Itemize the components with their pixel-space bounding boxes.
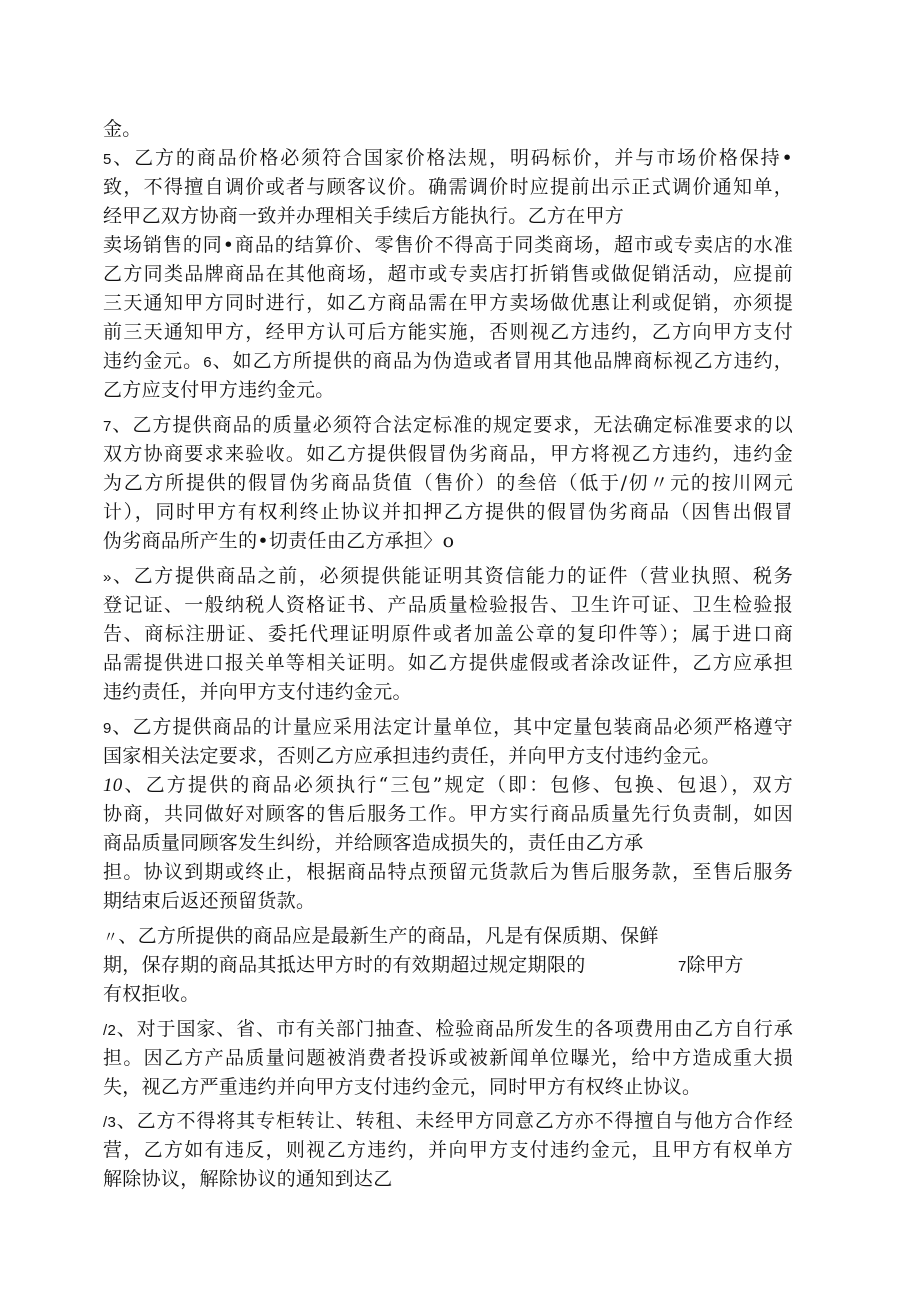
line-text: 违约金元。 — [103, 350, 204, 372]
text-line — [103, 888, 315, 914]
text-line — [103, 348, 793, 376]
line-text: 有权拒收。 — [103, 983, 200, 1005]
text-line — [103, 650, 793, 676]
text-line — [103, 592, 793, 618]
line-text: 伪劣商品所产生的•切责任由乙方承担〉o — [103, 530, 455, 552]
text-line-tail — [678, 952, 743, 980]
line-text: 前三天通知甲方，经甲方认可后方能实施，否则视乙方违约，乙方向甲方支付 — [103, 321, 793, 343]
line-text: 品需提供进口报关单等相关证明。如乙方提供虚假或者涂改证件，乙方应承担 — [103, 652, 793, 674]
text-line — [103, 1166, 393, 1192]
line-text: 、乙方的商品价格必须符合国家价格法规，明码标价，并与市场价格保持• — [111, 147, 793, 169]
clause-number: 7 — [678, 958, 687, 975]
line-text: 金。 — [103, 118, 142, 140]
text-line — [103, 412, 793, 440]
text-line — [103, 1045, 793, 1071]
clause-number: 7 — [103, 418, 112, 435]
line-text: 致，不得擅自调价或者与顾客议价。确需调价时应提前出示正式调价通知单， — [103, 176, 793, 198]
line-text: 国家相关法定要求，否则乙方应承担违约责任，并向甲方支付违约金元。 — [103, 745, 721, 767]
line-text: 、对于国家、省、市有关部门抽查、检验商品所发生的各项费用由乙方自行承 — [116, 1018, 793, 1040]
text-line — [103, 528, 454, 554]
line-text: 担。协议到期或终止，根据商品特点预留元货款后为售后服务款，至售后服务 — [103, 861, 793, 883]
text-line — [103, 830, 643, 856]
text-line — [103, 981, 200, 1007]
text-line — [103, 923, 659, 951]
text-line — [103, 441, 793, 467]
text-line — [103, 116, 142, 142]
line-text: 、乙方提供商品的计量应采用法定计量单位，其中定量包装商品必须严格遵守 — [111, 716, 793, 738]
text-line — [103, 377, 335, 403]
line-text: 期，保存期的商品其抵达甲方时的有效期超过规定期限的 — [103, 954, 586, 976]
clause-number: 10 — [103, 775, 123, 796]
text-line — [103, 679, 412, 705]
line-text: 违约责任，并向甲方支付违约金元。 — [103, 681, 412, 703]
text-line — [103, 1108, 793, 1136]
clause-number: /3 — [103, 1114, 117, 1131]
line-text: 、乙方不得将其专柜转让、转租、未经甲方同意乙方亦不得擅自与他方合作经 — [116, 1110, 793, 1132]
text-line — [103, 290, 793, 316]
line-text: 、乙方提供商品的质量必须符合法定标准的规定要求，无法确定标准要求的以 — [111, 414, 793, 436]
text-line — [103, 174, 793, 200]
line-text: 告、商标注册证、委托代理证明原件或者加盖公章的复印件等）；属于进口商 — [103, 623, 793, 645]
text-line — [103, 145, 793, 173]
line-text: 乙方应支付甲方违约金元。 — [103, 379, 335, 401]
line-text: 担。因乙方产品质量问题被消费者投诉或被新闻单位曝光，给中方造成重大损 — [103, 1047, 793, 1069]
line-text: 计），同时甲方有权利终止协议并扣押乙方提供的假冒伪劣商品（因售出假冒 — [103, 501, 793, 523]
clause-number: » — [103, 569, 112, 586]
text-line — [103, 952, 586, 978]
text-line — [103, 801, 793, 827]
line-text: 协商，共同做好对顾客的售后服务工作。甲方实行商品质量先行负责制，如因 — [103, 803, 793, 825]
line-text: 期结束后返还预留货款。 — [103, 890, 316, 912]
text-line — [103, 261, 793, 287]
text-line — [103, 1074, 701, 1100]
text-line — [103, 1137, 793, 1163]
text-line — [103, 859, 793, 885]
clause-number: 9 — [103, 720, 112, 737]
line-text: 营，乙方如有违反，则视乙方违约，并向甲方支付违约金元，且甲方有权单方 — [103, 1139, 793, 1161]
line-text: 为乙方所提供的假冒伪劣商品货值（售价）的叁倍（低于/仞〃元的按川网元 — [103, 472, 793, 494]
text-line — [103, 714, 793, 742]
line-text: 除甲方 — [686, 954, 744, 976]
line-text: 双方协商要求来验收。如乙方提供假冒伪劣商品，甲方将视乙方违约，违约金 — [103, 443, 793, 465]
line-text: 经甲乙双方协商一致并办理相关手续后方能执行。乙方在甲方 — [103, 205, 625, 227]
text-line — [103, 772, 793, 799]
text-line — [103, 1016, 793, 1044]
line-text: 卖场销售的同•商品的结算价、零售价不得高于同类商场，超市或专卖店的水准 — [103, 234, 793, 256]
text-line — [103, 621, 793, 647]
text-line — [103, 232, 793, 258]
line-text: 解除协议，解除协议的通知到达乙 — [103, 1168, 393, 1190]
line-text: 三天通知甲方同时进行，如乙方商品需在甲方卖场做优惠让利或促销，亦须提 — [103, 292, 793, 314]
line-text: 乙方同类品牌商品在其他商场，超市或专卖店打折销售或做促销活动，应提前 — [103, 263, 793, 285]
clause-number: 5 — [103, 151, 112, 168]
line-text: 、乙方提供的商品必须执行“三包”规定（即：包修、包换、包退），双方 — [122, 774, 793, 796]
text-line — [103, 319, 793, 345]
text-line — [103, 563, 793, 591]
clause-number: 〃 — [103, 929, 119, 946]
clause-number: 6 — [203, 354, 212, 371]
text-line — [103, 743, 721, 769]
line-text: 登记证、一般纳税人资格证书、产品质量检验报告、卫生许可证、卫生检验报 — [103, 594, 793, 616]
line-text: 、乙方所提供的商品应是最新生产的商品，凡是有保质期、保鲜 — [118, 925, 659, 947]
text-line — [103, 203, 624, 229]
line-text: 、乙方提供商品之前，必须提供能证明其资信能力的证件（营业执照、税务 — [111, 565, 793, 587]
clause-number: /2 — [103, 1022, 117, 1039]
text-line — [103, 470, 793, 496]
line-text: 、如乙方所提供的商品为伪造或者冒用其他品牌商标视乙方违约， — [211, 350, 793, 372]
line-text: 商品质量同顾客发生纠纷，并给顾客造成损失的，责任由乙方承 — [103, 832, 644, 854]
text-line — [103, 499, 793, 525]
line-text: 失，视乙方严重违约并向甲方支付违约金元，同时甲方有权终止协议。 — [103, 1076, 702, 1098]
